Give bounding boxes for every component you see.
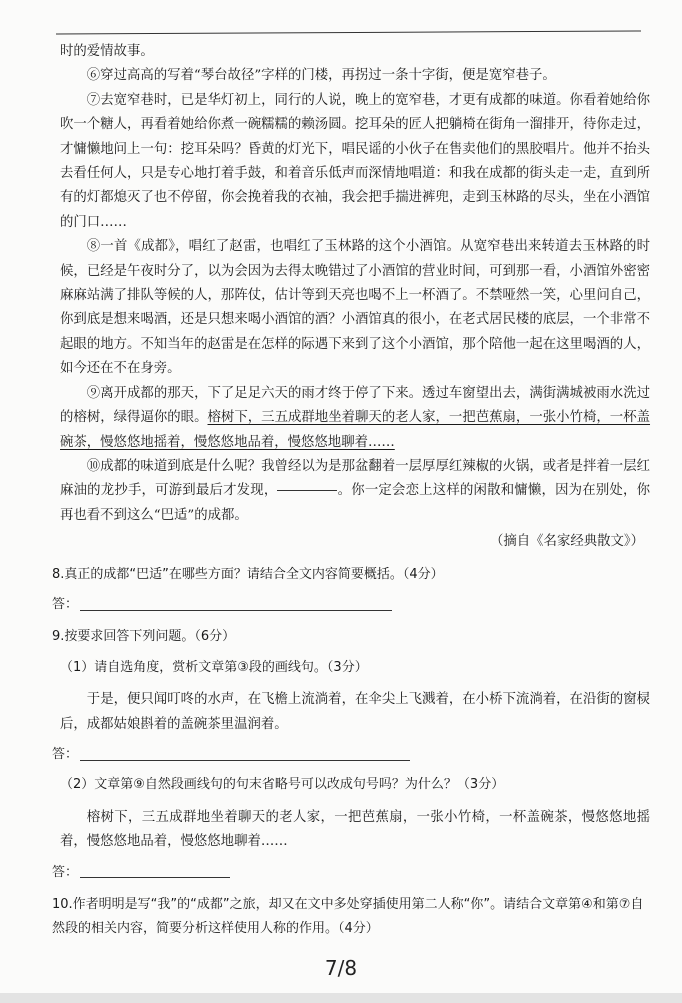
answer-9-2-line[interactable] [80, 877, 230, 878]
paragraph-10 [60, 455, 650, 528]
paragraph-9 [60, 382, 650, 455]
header-rule [56, 30, 641, 34]
paragraph-10-text-tail: 。你一定会恋上这样的闲散和慵懒，因为在别处，你再也看不到这么“巴适”的成都。 [60, 483, 650, 523]
question-9: 9.按要求回答下列问题。（6分） [52, 629, 236, 645]
answer-label: 答： [52, 864, 79, 880]
answer-8-line[interactable] [80, 610, 392, 611]
paragraph-9-text: ⑨离开成都的那天，下了足足六天的雨才终于停了下来。透过车窗望出去，满街满城被雨水洗过的榕树，绿得逼你的眼。 [60, 385, 650, 426]
paragraph-8: ⑧一首《成都》，唱红了赵雷，也唱红了玉林路的这个小酒馆。从宽窄巷出来转道去玉林路的时候，已经是午夜时分了，以为会因为去得太晚错过了小酒馆的营业时间，可到那一看，小酒馆外密密麻麻站满了排队等候的人，那阵仗，估计等到天亮也喝不上一杯酒了。不禁哑然一笑，心里问自己，你到底是想来喝酒，还是只想来喝小酒馆的酒？小酒馆真的很小，在老式居民楼的底层，一个非常不起眼的地方。不知当年的赵雷是在怎样的际遇下来到了这个小酒馆，那个陪他一起在这里喝酒的人，如今还在不在身旁。 [60, 239, 650, 377]
question-9-2: （2）文章第⑨自然段画线句的句末省略号可以改成句号吗？为什么？（3分） [60, 777, 505, 793]
paragraph-9-underlined-sentence: 榕树下，三五成群地坐着聊天的老人家，一把芭蕉扇，一张小竹椅，一杯盖碗茶，慢悠悠地摇着，慢悠悠地品着，慢悠悠地聊着…… [60, 410, 651, 450]
answer-8 [52, 593, 650, 617]
question-9-2-quote: 榕树下，三五成群地坐着聊天的老人家，一把芭蕉扇，一张小竹椅，一杯盖碗茶，慢悠悠地摇着，慢悠悠地品着，慢悠悠地聊着…… [60, 809, 650, 850]
page-number: 7/8 [324, 956, 358, 980]
paragraph-5-tail: 时的爱情故事。 [60, 44, 154, 59]
answer-9-1-line[interactable] [80, 760, 410, 761]
paragraph-6: ⑥穿过高高的写着“琴台故径”字样的门楼，再拐过一条十字街，便是宽窄巷子。 [86, 68, 556, 84]
bottom-edge [0, 993, 682, 1003]
answer-label: 答： [52, 746, 79, 762]
question-10: 10.作者明明是写“我”的“成都”之旅，却又在文中多处穿插使用第二人称“你”。请结合文章第④和第⑦自然段的相关内容，简要分析这样使用人称的作用。（4分） [52, 897, 644, 937]
page-content [52, 40, 651, 942]
paragraph-10-text-head: ⑩成都的味道到底是什么呢？我曾经以为是那盆翻着一层厚厚红辣椒的火锅，或者是拌着一层红麻油的龙抄手，可游到最后才发现， [60, 458, 650, 499]
question-9-1: （1）请自选角度，赏析文章第③段的画线句。（3分） [60, 659, 368, 675]
answer-9-2 [52, 861, 650, 885]
fill-in-blank[interactable] [277, 490, 337, 491]
question-9-1-quote: 于是，便只闻叮咚的水声，在飞檐上流淌着，在伞尖上飞溅着，在小桥下流淌着，在沿街的窗棂后，成都姑娘斟着的盖碗茶里温润着。 [60, 692, 650, 732]
paragraph-7: ⑦去宽窄巷时，已是华灯初上，同行的人说，晚上的宽窄巷，才更有成都的味道。你看着她给你吹一个糖人，再看着她给你煮一碗糯糯的赖汤圆。挖耳朵的匠人把躺椅在街角一溜排开，待你走过，才慵懒地问上一句：挖耳朵吗？昏黄的灯光下，唱民谣的小伙子在售卖他们的黑胶唱片。他并不抬头去看任何人，只是专心地打着手鼓，和着音乐低声而深情地唱道：和我在成都的街头走一走，直到所有的灯都熄灭了也不停留，你会挽着我的衣袖，我会把手揣进裤兜，走到玉林路的尽头，坐在小酒馆的门口…… [60, 92, 650, 230]
question-8: 8.真正的成都“巴适”在哪些方面？请结合全文内容简要概括。（4分） [52, 566, 444, 582]
answer-label: 答： [52, 596, 79, 612]
answer-9-1 [52, 743, 650, 767]
passage-source: （摘自《名家经典散文》） [490, 534, 644, 550]
